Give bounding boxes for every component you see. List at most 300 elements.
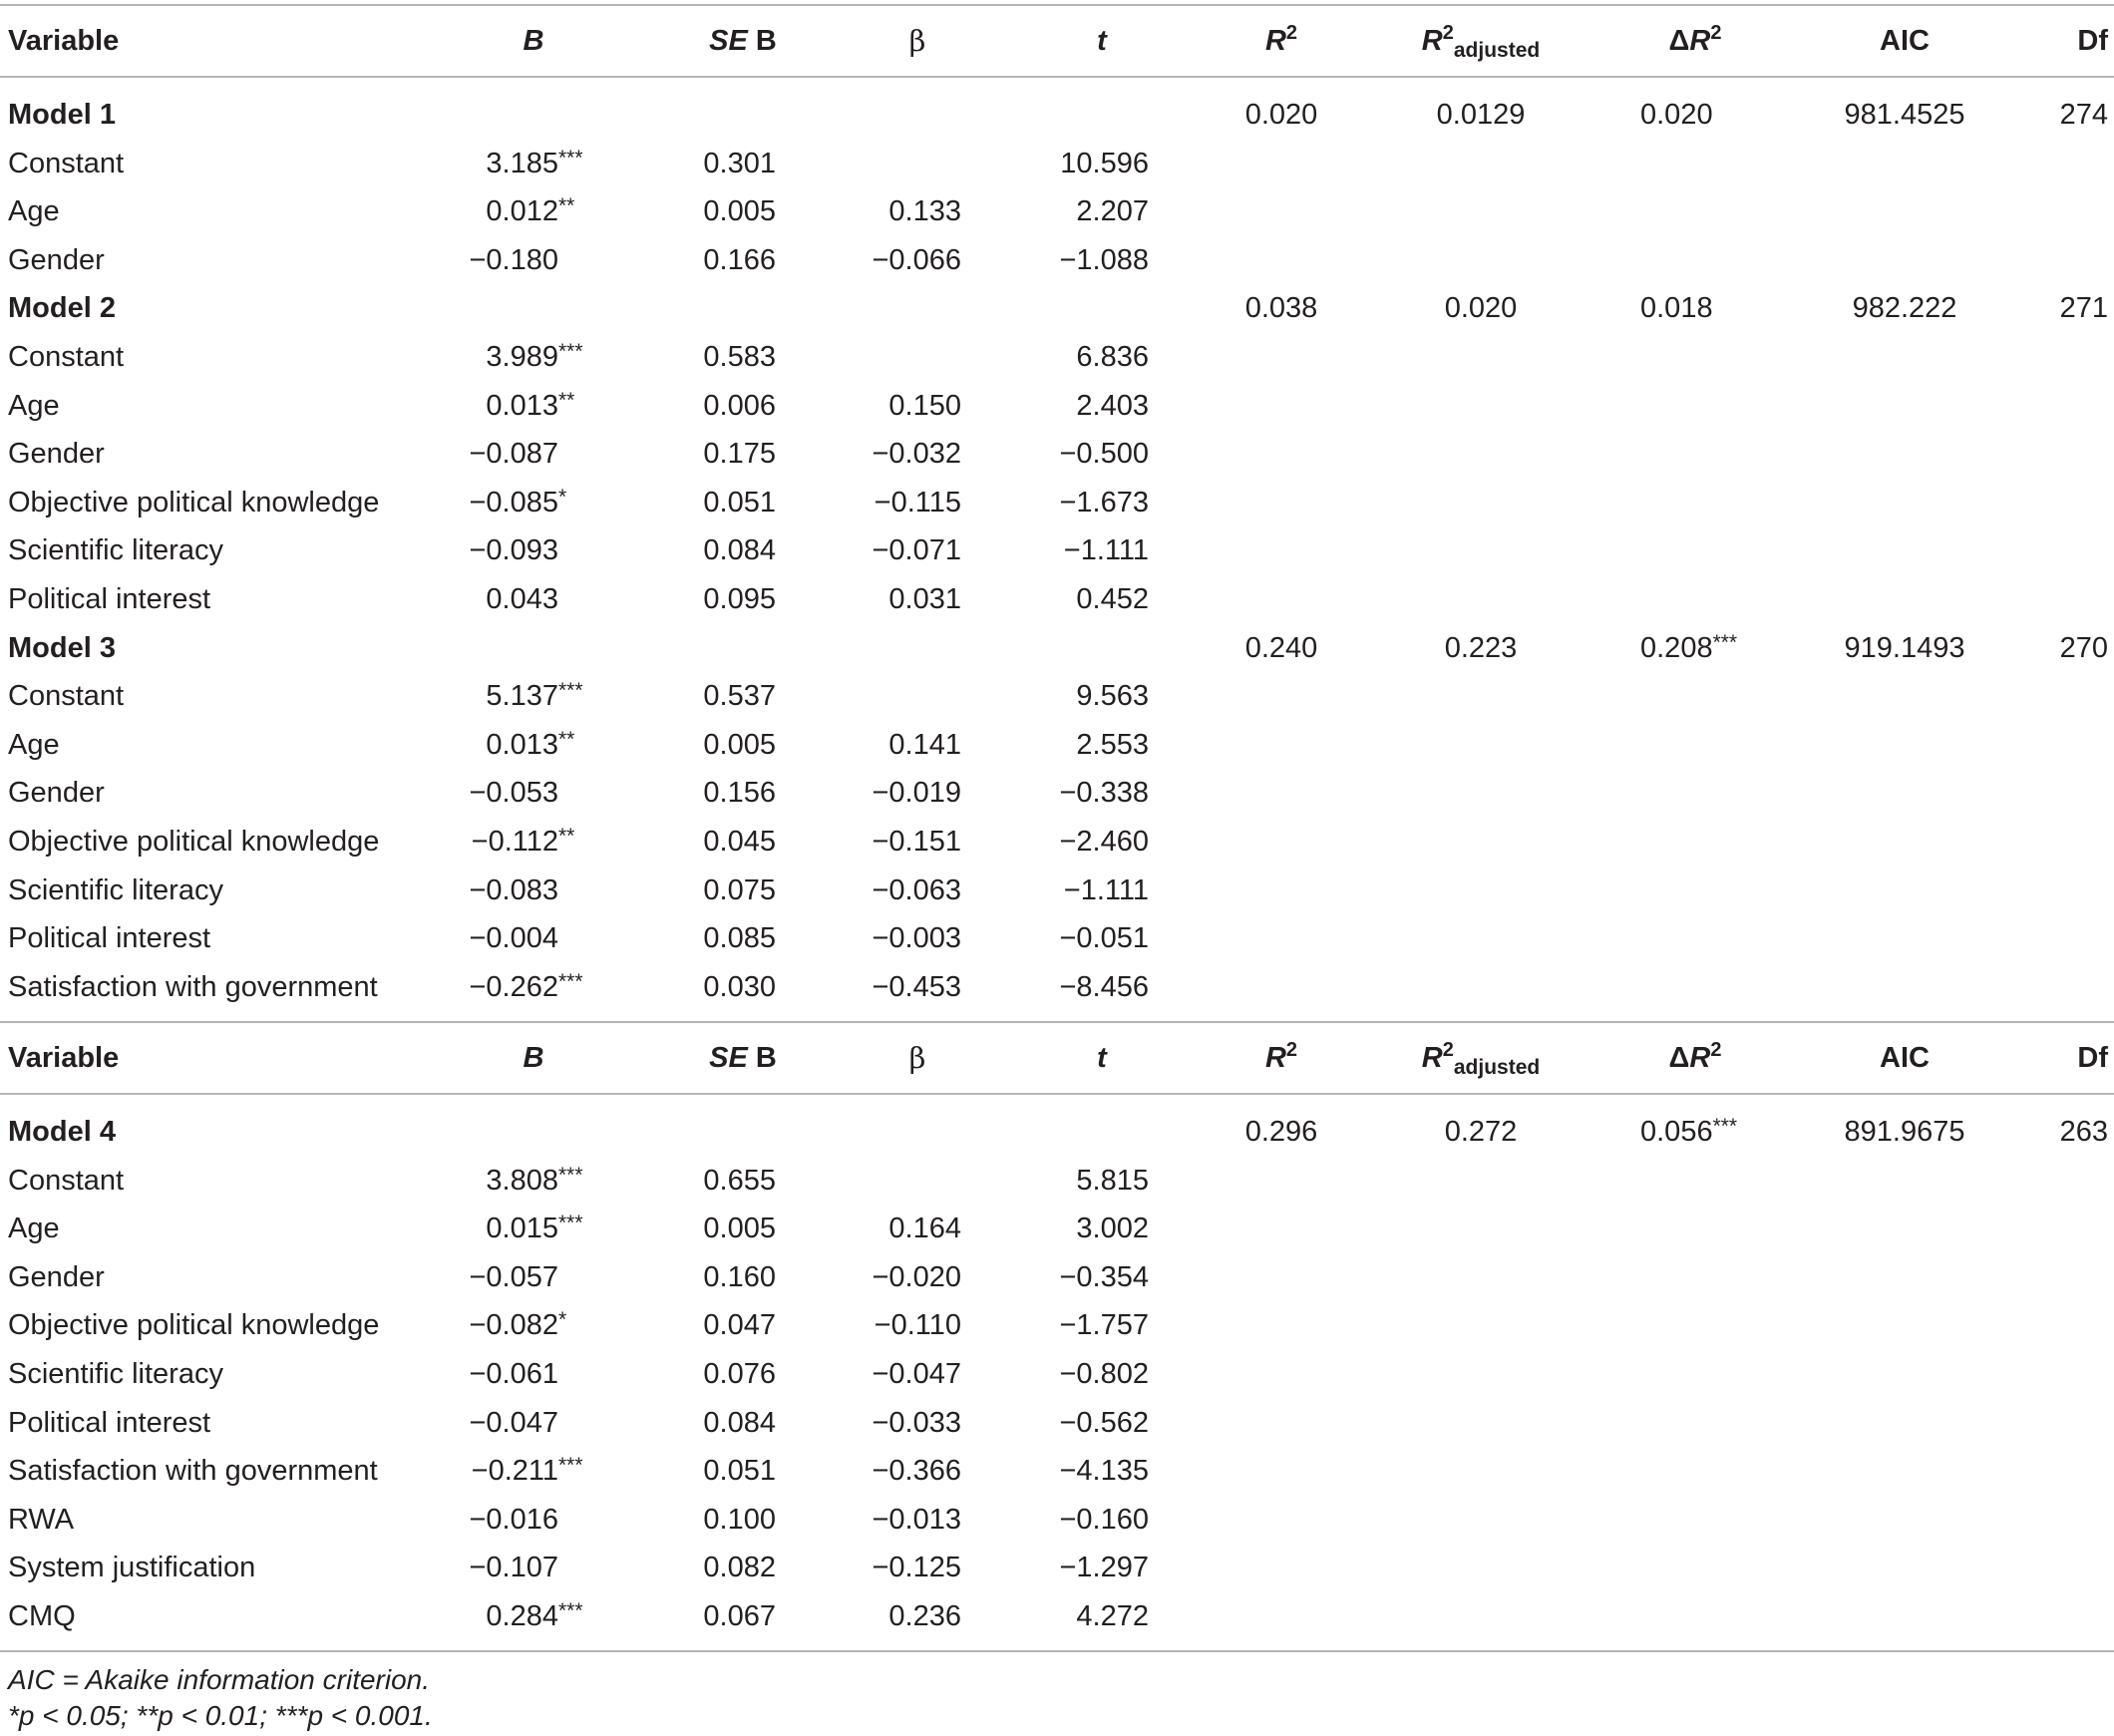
b-value: −0.083 xyxy=(469,874,558,906)
se-b-cell xyxy=(676,769,776,817)
b-value: −0.004 xyxy=(469,922,558,954)
model-delta-r2-value: 0.056 xyxy=(1640,1116,1713,1148)
se-b-value: 0.084 xyxy=(703,534,776,566)
header-variable-text: Variable xyxy=(8,25,120,57)
model-delta-r2-value: 0.208 xyxy=(1640,632,1713,664)
beta-cell xyxy=(840,1399,961,1447)
model-header-row xyxy=(0,91,2114,139)
header-b-text: B xyxy=(523,1042,544,1074)
variable-cell xyxy=(8,818,379,866)
variable-cell xyxy=(8,575,210,623)
b-cell xyxy=(419,1399,588,1447)
variable-cell xyxy=(8,1205,60,1252)
header-r2adj-sub: adjusted xyxy=(1453,1056,1541,1079)
header-delta-r2 xyxy=(1635,1034,1755,1082)
header-beta xyxy=(858,17,977,65)
beta-cell xyxy=(840,1253,961,1301)
t-value: 10.596 xyxy=(1060,148,1149,179)
model-r2 xyxy=(1197,624,1366,672)
se-b-cell xyxy=(676,867,776,914)
model-header-row xyxy=(0,284,2114,332)
se-b-value: 0.030 xyxy=(703,971,776,1003)
se-b-value: 0.301 xyxy=(703,148,776,179)
beta-cell xyxy=(840,187,961,235)
se-b-value: 0.075 xyxy=(703,874,776,906)
variable-name: Gender xyxy=(8,777,105,809)
t-cell xyxy=(1007,721,1149,769)
variable-cell xyxy=(8,672,124,720)
variable-cell xyxy=(8,1496,74,1544)
header-r2 xyxy=(1227,17,1336,65)
se-b-cell xyxy=(676,479,776,526)
header-aic-text: AIC xyxy=(1880,25,1930,57)
model-r2 xyxy=(1197,91,1366,139)
table-row xyxy=(0,867,2114,914)
se-b-value: 0.005 xyxy=(703,195,776,227)
model-label-text: Model 3 xyxy=(8,632,116,664)
t-value: −0.160 xyxy=(1059,1504,1149,1536)
table-row xyxy=(0,1544,2114,1591)
se-b-value: 0.175 xyxy=(703,438,776,470)
table-row xyxy=(0,526,2114,574)
table-row xyxy=(0,430,2114,478)
b-value: −0.087 xyxy=(469,438,558,470)
se-b-value: 0.100 xyxy=(703,1504,776,1536)
b-value: −0.112 xyxy=(471,826,558,858)
beta-cell xyxy=(840,1447,961,1495)
variable-cell xyxy=(8,236,105,284)
t-cell xyxy=(1007,818,1149,866)
model-aic xyxy=(1795,284,2014,332)
variable-cell xyxy=(8,769,105,817)
header-r2adj-base: R xyxy=(1421,25,1443,57)
beta-value: −0.115 xyxy=(874,487,961,519)
beta-value: 0.164 xyxy=(888,1213,961,1244)
se-b-cell xyxy=(676,140,776,187)
se-b-cell xyxy=(676,914,776,962)
se-b-value: 0.160 xyxy=(703,1261,776,1293)
se-b-cell xyxy=(676,1447,776,1495)
header-delta-r2-sup: 2 xyxy=(1710,22,1722,44)
b-cell xyxy=(419,575,588,623)
variable-name: Constant xyxy=(8,680,125,712)
t-cell xyxy=(1007,1157,1149,1205)
header-df-text: Df xyxy=(2077,1042,2108,1074)
header-row xyxy=(0,1034,2114,1082)
se-b-value: 0.583 xyxy=(703,341,776,373)
model-delta-r2 xyxy=(1586,91,1765,139)
model-df xyxy=(1994,1108,2108,1156)
t-cell xyxy=(1007,672,1149,720)
b-value: 3.989 xyxy=(486,341,558,373)
se-b-cell xyxy=(676,818,776,866)
table-row xyxy=(0,333,2114,381)
model-label xyxy=(8,1108,116,1156)
header-b-text: B xyxy=(523,25,544,57)
b-cell: 0.013** xyxy=(486,728,575,761)
model-aic-value: 891.9675 xyxy=(1844,1116,1965,1148)
beta-cell xyxy=(840,236,961,284)
se-b-cell xyxy=(676,526,776,574)
t-value: −1.088 xyxy=(1059,244,1149,276)
t-value: 5.815 xyxy=(1076,1165,1149,1197)
model-header-row xyxy=(0,1108,2114,1156)
beta-cell xyxy=(840,818,961,866)
variable-name: Age xyxy=(8,390,60,422)
header-delta-r2 xyxy=(1635,17,1755,65)
variable-name: Age xyxy=(8,195,60,227)
b-cell xyxy=(419,867,588,914)
b-cell: 3.808*** xyxy=(486,1164,583,1197)
beta-cell xyxy=(840,1496,961,1544)
beta-value: −0.019 xyxy=(872,777,961,809)
model-df-value: 270 xyxy=(2059,632,2108,664)
beta-value: 0.150 xyxy=(888,390,961,422)
table-row xyxy=(0,1301,2114,1349)
b-cell: 0.013** xyxy=(486,389,575,422)
variable-name: Political interest xyxy=(8,1407,211,1439)
b-value: 5.137 xyxy=(486,680,558,712)
beta-cell xyxy=(840,1544,961,1591)
variable-name: System justification xyxy=(8,1552,256,1583)
variable-name: Age xyxy=(8,1213,60,1244)
beta-cell xyxy=(840,963,961,1011)
t-cell xyxy=(1007,963,1149,1011)
header-b xyxy=(454,1034,613,1082)
header-variable-text: Variable xyxy=(8,1042,120,1074)
variable-name: Gender xyxy=(8,244,105,276)
b-value: −0.016 xyxy=(469,1504,558,1536)
variable-cell xyxy=(8,430,105,478)
header-variable xyxy=(8,17,119,65)
variable-name: Objective political knowledge xyxy=(8,1309,380,1341)
se-b-cell xyxy=(676,1301,776,1349)
se-b-cell xyxy=(676,236,776,284)
se-b-cell xyxy=(676,672,776,720)
b-value: −0.093 xyxy=(469,534,558,566)
se-b-cell xyxy=(676,1399,776,1447)
variable-name: Gender xyxy=(8,438,105,470)
t-value: 2.207 xyxy=(1076,195,1149,227)
model-aic xyxy=(1795,91,2014,139)
t-cell xyxy=(1007,575,1149,623)
footnote-aic: AIC = Akaike information criterion. xyxy=(8,1664,431,1695)
header-r2-adjusted xyxy=(1386,1034,1576,1082)
model-label xyxy=(8,91,116,139)
variable-cell xyxy=(8,963,378,1011)
beta-value: −0.033 xyxy=(872,1407,961,1439)
se-b-value: 0.085 xyxy=(703,922,776,954)
model-df-value: 274 xyxy=(2059,99,2108,131)
header-row xyxy=(0,17,2114,65)
b-cell xyxy=(419,1544,588,1591)
model-r2-adjusted xyxy=(1381,91,1581,139)
se-b-cell xyxy=(676,382,776,430)
table-row xyxy=(0,382,2114,430)
beta-cell xyxy=(840,140,961,187)
variable-name: Constant xyxy=(8,148,125,179)
t-cell xyxy=(1007,1301,1149,1349)
header-se-b xyxy=(688,1034,798,1082)
b-value: −0.057 xyxy=(469,1261,558,1293)
beta-value: −0.047 xyxy=(872,1358,961,1390)
header-aic xyxy=(1815,1034,1994,1082)
t-value: −0.500 xyxy=(1059,438,1149,470)
model-r2-adjusted xyxy=(1381,1108,1581,1156)
header-t xyxy=(1042,1034,1162,1082)
variable-name: RWA xyxy=(8,1504,75,1536)
se-b-value: 0.045 xyxy=(703,826,776,858)
beta-cell xyxy=(840,430,961,478)
model-delta-r2-value: 0.020 xyxy=(1640,99,1713,131)
variable-name: Scientific literacy xyxy=(8,534,223,566)
model-r2-value: 0.296 xyxy=(1244,1116,1318,1148)
beta-cell xyxy=(840,382,961,430)
table-row xyxy=(0,1350,2114,1398)
header-se-text: SE xyxy=(709,25,748,57)
header-rule-2 xyxy=(0,1093,2114,1095)
variable-cell xyxy=(8,1592,76,1640)
header-r2-adjusted xyxy=(1386,17,1576,65)
variable-cell xyxy=(8,382,60,430)
beta-value: 0.031 xyxy=(888,583,961,615)
model-df-value: 271 xyxy=(2059,292,2108,324)
header-r2-base: R xyxy=(1264,25,1286,57)
footnote-significance: *p < 0.05; **p < 0.01; ***p < 0.001. xyxy=(8,1700,433,1731)
b-value: −0.082 xyxy=(469,1309,558,1341)
header-delta-r2-base: R xyxy=(1689,25,1711,57)
bottom-rule xyxy=(0,1650,2114,1652)
header-beta-text: β xyxy=(908,1041,926,1075)
section-rule xyxy=(0,1021,2114,1023)
t-value: 9.563 xyxy=(1076,680,1149,712)
header-beta-text: β xyxy=(908,24,926,58)
model-r2 xyxy=(1197,284,1366,332)
b-cell: 0.284*** xyxy=(486,1599,583,1632)
t-value: −0.354 xyxy=(1059,1261,1149,1293)
b-value: −0.211 xyxy=(471,1455,558,1487)
beta-cell xyxy=(840,1592,961,1640)
table-row xyxy=(0,479,2114,526)
variable-cell xyxy=(8,867,223,914)
t-value: 0.452 xyxy=(1076,583,1149,615)
variable-name: Objective political knowledge xyxy=(8,487,380,519)
model-aic-value: 981.4525 xyxy=(1844,99,1965,131)
variable-cell xyxy=(8,1350,223,1398)
beta-value: 0.236 xyxy=(888,1600,961,1632)
t-cell xyxy=(1007,914,1149,962)
t-value: −1.111 xyxy=(1063,534,1149,566)
t-value: −0.802 xyxy=(1059,1358,1149,1390)
t-cell xyxy=(1007,1544,1149,1591)
model-aic xyxy=(1795,624,2014,672)
model-delta-r2-sig: *** xyxy=(1712,631,1738,654)
beta-cell xyxy=(840,1350,961,1398)
b-cell: 5.137*** xyxy=(486,679,583,712)
se-b-cell xyxy=(676,333,776,381)
header-df-text: Df xyxy=(2077,25,2108,57)
t-value: −1.297 xyxy=(1059,1552,1149,1583)
beta-value: −0.063 xyxy=(872,874,961,906)
b-cell xyxy=(419,914,588,962)
t-value: 2.553 xyxy=(1076,729,1149,761)
header-se-b-text: B xyxy=(747,1042,777,1074)
beta-value: −0.003 xyxy=(872,922,961,954)
t-value: −1.673 xyxy=(1059,487,1149,519)
se-b-cell xyxy=(676,1205,776,1252)
b-cell: −0.085* xyxy=(469,486,567,519)
b-value: 0.284 xyxy=(486,1600,558,1632)
table-row xyxy=(0,672,2114,720)
variable-cell xyxy=(8,140,124,187)
t-value: 3.002 xyxy=(1076,1213,1149,1244)
t-cell xyxy=(1007,1496,1149,1544)
model-r2-adjusted-value: 0.272 xyxy=(1444,1116,1518,1148)
t-cell xyxy=(1007,769,1149,817)
table-row xyxy=(0,575,2114,623)
beta-value: −0.110 xyxy=(874,1309,961,1341)
variable-name: Constant xyxy=(8,341,125,373)
se-b-cell xyxy=(676,1350,776,1398)
b-value: 0.015 xyxy=(486,1213,558,1244)
table-row xyxy=(0,1205,2114,1252)
header-r2adj-base: R xyxy=(1421,1042,1443,1074)
header-delta-r2-sup: 2 xyxy=(1710,1039,1722,1061)
t-value: −8.456 xyxy=(1059,971,1149,1003)
t-value: −1.111 xyxy=(1063,874,1149,906)
variable-cell xyxy=(8,479,379,526)
header-t-text: t xyxy=(1097,1042,1107,1074)
beta-value: −0.071 xyxy=(872,534,961,566)
model-r2 xyxy=(1197,1108,1366,1156)
header-r2 xyxy=(1227,1034,1336,1082)
variable-name: Objective political knowledge xyxy=(8,826,380,858)
model-delta-r2 xyxy=(1586,624,1765,672)
variable-cell xyxy=(8,526,223,574)
header-r2-base: R xyxy=(1264,1042,1286,1074)
se-b-value: 0.084 xyxy=(703,1407,776,1439)
table-row xyxy=(0,1399,2114,1447)
table-row xyxy=(0,963,2114,1011)
model-df xyxy=(1994,91,2108,139)
variable-name: Constant xyxy=(8,1165,125,1197)
t-value: −4.135 xyxy=(1059,1455,1149,1487)
t-cell xyxy=(1007,867,1149,914)
se-b-value: 0.166 xyxy=(703,244,776,276)
beta-cell xyxy=(840,575,961,623)
b-value: 0.013 xyxy=(486,729,558,761)
variable-cell xyxy=(8,1544,255,1591)
se-b-value: 0.067 xyxy=(703,1600,776,1632)
b-cell: −0.112** xyxy=(471,825,575,858)
header-aic-text: AIC xyxy=(1880,1042,1930,1074)
beta-value: −0.020 xyxy=(872,1261,961,1293)
b-cell xyxy=(419,526,588,574)
model-delta-r2-value: 0.018 xyxy=(1640,292,1713,324)
beta-cell xyxy=(840,1205,961,1252)
model-df xyxy=(1994,624,2108,672)
header-se-b-text: B xyxy=(747,25,777,57)
variable-cell xyxy=(8,1157,124,1205)
beta-cell xyxy=(840,721,961,769)
se-b-value: 0.047 xyxy=(703,1309,776,1341)
model-r2-adjusted-value: 0.020 xyxy=(1444,292,1518,324)
b-value: 3.185 xyxy=(486,148,558,179)
b-value: −0.053 xyxy=(469,777,558,809)
beta-cell xyxy=(840,526,961,574)
variable-cell xyxy=(8,721,60,769)
b-value: 3.808 xyxy=(486,1165,558,1197)
beta-cell xyxy=(840,1157,961,1205)
header-r2adj-sup: 2 xyxy=(1442,1039,1454,1061)
t-value: −0.562 xyxy=(1059,1407,1149,1439)
beta-value: −0.151 xyxy=(872,826,961,858)
model-r2-value: 0.240 xyxy=(1244,632,1318,664)
variable-cell xyxy=(8,914,210,962)
beta-value: 0.141 xyxy=(888,729,961,761)
variable-cell xyxy=(8,333,124,381)
variable-cell xyxy=(8,1253,105,1301)
se-b-value: 0.095 xyxy=(703,583,776,615)
table-row xyxy=(0,818,2114,866)
b-cell: 3.989*** xyxy=(486,340,583,373)
b-cell xyxy=(419,1350,588,1398)
se-b-cell xyxy=(676,575,776,623)
table-row xyxy=(0,1592,2114,1640)
t-value: −2.460 xyxy=(1059,826,1149,858)
b-value: −0.061 xyxy=(469,1358,558,1390)
t-value: −0.338 xyxy=(1059,777,1149,809)
table-row xyxy=(0,1253,2114,1301)
t-value: 6.836 xyxy=(1076,341,1149,373)
table-row xyxy=(0,914,2114,962)
t-value: 2.403 xyxy=(1076,390,1149,422)
b-value: −0.107 xyxy=(469,1552,558,1583)
t-cell xyxy=(1007,1447,1149,1495)
header-rule xyxy=(0,76,2114,78)
table-row xyxy=(0,1157,2114,1205)
header-se-b xyxy=(688,17,798,65)
table-row xyxy=(0,187,2114,235)
table-row xyxy=(0,1496,2114,1544)
header-r2-sup: 2 xyxy=(1285,1039,1298,1061)
b-value: −0.180 xyxy=(469,244,558,276)
b-cell: 3.185*** xyxy=(486,147,583,179)
header-delta-glyph: Δ xyxy=(1668,1042,1690,1074)
beta-cell xyxy=(840,479,961,526)
model-r2-adjusted-value: 0.223 xyxy=(1444,632,1518,664)
b-value: 0.013 xyxy=(486,390,558,422)
se-b-value: 0.051 xyxy=(703,487,776,519)
se-b-cell xyxy=(676,430,776,478)
model-aic-value: 919.1493 xyxy=(1844,632,1965,664)
beta-value: −0.125 xyxy=(872,1552,961,1583)
variable-cell xyxy=(8,1447,378,1495)
t-cell xyxy=(1007,333,1149,381)
t-cell xyxy=(1007,1399,1149,1447)
model-label-text: Model 1 xyxy=(8,99,116,131)
beta-cell xyxy=(840,333,961,381)
beta-value: −0.066 xyxy=(872,244,961,276)
table-row xyxy=(0,140,2114,187)
header-r2-sup: 2 xyxy=(1285,22,1298,44)
b-value: −0.047 xyxy=(469,1407,558,1439)
beta-cell xyxy=(840,867,961,914)
beta-cell xyxy=(840,1301,961,1349)
model-r2-adjusted xyxy=(1381,284,1581,332)
se-b-cell xyxy=(676,1544,776,1591)
t-cell xyxy=(1007,187,1149,235)
